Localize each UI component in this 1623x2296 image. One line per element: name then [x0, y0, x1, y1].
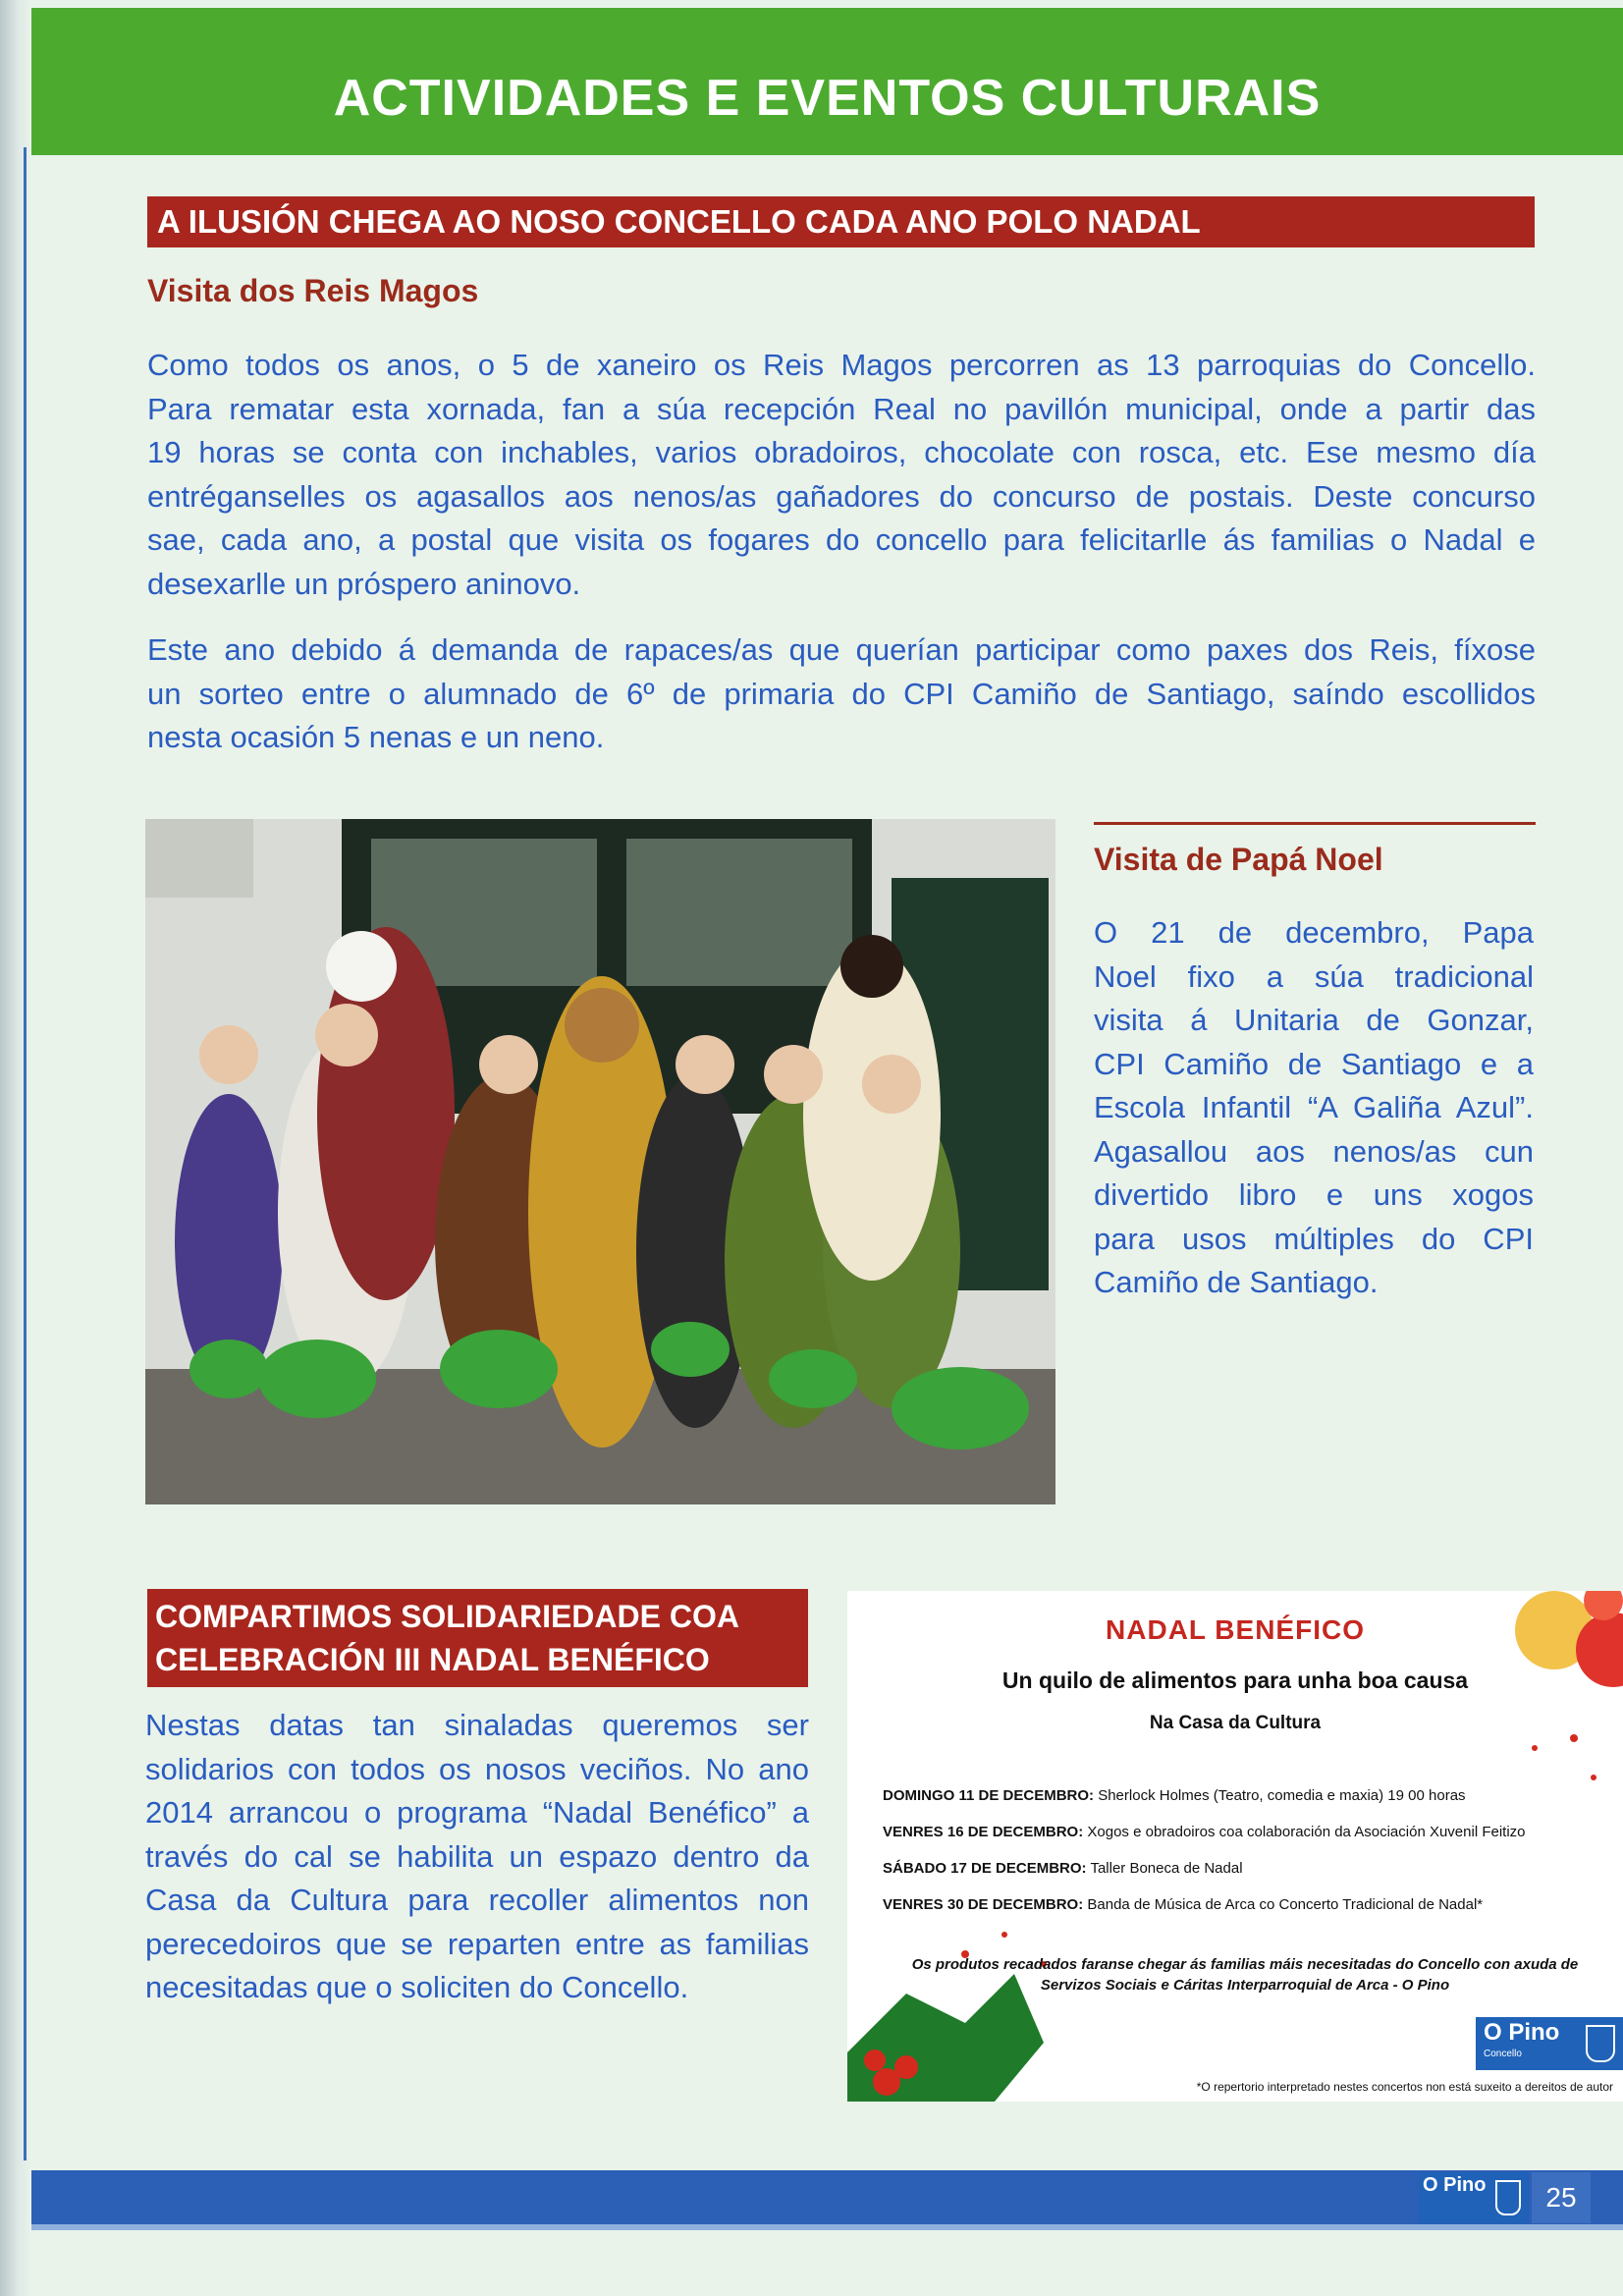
- text-line: Casa da Cultura para recoller alimentos non: [145, 1883, 809, 1917]
- text-line: 2014 arrancou o programa “Nadal Benéfico” a: [145, 1795, 809, 1830]
- paragraph-reis-1: [147, 344, 1536, 606]
- page-spine: [0, 0, 31, 2296]
- photo-reis-magos: [145, 819, 1055, 1504]
- event-date: SÁBADO 17 DE DECEMBRO:: [883, 1860, 1087, 1877]
- text-line: sae, cada ano, a postal que visita os fogares do concello para felicitarlle ás familias o Nadal e: [147, 522, 1536, 557]
- section-heading-solidariedade: [147, 1589, 808, 1687]
- text-line: Noel fixo a súa tradicional: [1094, 958, 1534, 994]
- flyer-venue: Na Casa da Cultura: [1149, 1713, 1322, 1733]
- text-line: entréganselles os agasallos aos nenos/as gañadores do concurso de postais. Deste concurso: [147, 478, 1536, 514]
- text-line: para usos múltiples do CPI: [1094, 1221, 1534, 1256]
- flyer-logo-text: O Pino: [1484, 2019, 1560, 2046]
- text-line: Este ano debido á demanda de rapaces/as que querían participar como paxes dos Reis, fíxose: [147, 632, 1536, 667]
- note-line: Servizos Sociais e Cáritas Interparroquial de Arca - O Pino: [1040, 1977, 1450, 1994]
- footer-logo-text: O Pino: [1423, 2174, 1487, 2196]
- text-line: través do cal se habilita un espazo dentro da: [145, 1838, 809, 1874]
- paragraph-nadal-benefico: [145, 1704, 809, 2010]
- event-date: VENRES 30 DE DECEMBRO:: [883, 1896, 1084, 1913]
- spine-line: [24, 147, 27, 2160]
- text-line: CPI Camiño de Santiago e a: [1094, 1046, 1534, 1081]
- subtitle-reis-magos: Visita dos Reis Magos: [147, 273, 479, 308]
- divider-line: [1094, 822, 1536, 825]
- text-line: Nestas datas tan sinaladas queremos ser: [145, 1708, 809, 1742]
- text-line: Como todos os anos, o 5 de xaneiro os Reis Magos percorren as 13 parroquias do Concello.: [147, 348, 1536, 382]
- flyer-title: NADAL BENÉFICO: [1106, 1614, 1365, 1645]
- text-line: visita á Unitaria de Gonzar,: [1094, 1003, 1534, 1037]
- event-date: DOMINGO 11 DE DECEMBRO:: [883, 1787, 1095, 1804]
- event-date: VENRES 16 DE DECEMBRO:: [883, 1824, 1084, 1840]
- text-line: desexarlle un próspero aninovo.: [147, 566, 581, 601]
- shield-icon: [1586, 2025, 1615, 2062]
- flyer-subtitle: Un quilo de alimentos para unha boa causa: [1001, 1667, 1469, 1693]
- footer-bar: [31, 2170, 1623, 2224]
- flyer-logo-subtext: Concello: [1484, 2049, 1522, 2059]
- text-line: O 21 de decembro, Papa: [1094, 915, 1534, 950]
- nadal-benefico-flyer: [847, 1591, 1623, 2102]
- flyer-event: [883, 1787, 1466, 1804]
- footer-bar-accent: [31, 2224, 1623, 2230]
- subtitle-papa-noel: Visita de Papá Noel: [1094, 842, 1383, 877]
- flyer-footnote: *O repertorio interpretado nestes concertos non está suxeito a dereitos de autor: [1196, 2080, 1613, 2094]
- heading-line: CELEBRACIÓN III NADAL BENÉFICO: [155, 1642, 710, 1677]
- section-heading-ilusion: A ILUSIÓN CHEGA AO NOSO CONCELLO CADA ANO POLO NADAL: [147, 196, 1535, 247]
- event-text: Taller Boneca de Nadal: [1090, 1860, 1243, 1877]
- flyer-note: [887, 1954, 1603, 1995]
- text-line: perecedoiros que se reparten entre as familias: [145, 1926, 809, 1961]
- page-title: ACTIVIDADES E EVENTOS CULTURAIS: [333, 70, 1322, 127]
- paragraph-papa-noel: [1094, 911, 1534, 1305]
- event-text: Xogos e obradoiros coa colaboración da Asociación Xuvenil Feitizo: [1087, 1824, 1526, 1840]
- photo-illustration: [145, 819, 1055, 1504]
- footer-logo: [1419, 2172, 1529, 2223]
- event-text: Banda de Música de Arca co Concerto Tradicional de Nadal*: [1087, 1896, 1484, 1913]
- flyer-event: [883, 1896, 1483, 1913]
- text-line: solidarios con todos os nosos veciños. No ano: [145, 1751, 809, 1786]
- page-number: 25: [1532, 2172, 1591, 2223]
- text-line: nesta ocasión 5 nenas e un neno.: [147, 720, 605, 754]
- flyer-logo: [1476, 2017, 1623, 2070]
- text-line: divertido libro e uns xogos: [1094, 1177, 1534, 1212]
- event-text: Sherlock Holmes (Teatro, comedia e maxia) 19 00 horas: [1098, 1787, 1466, 1804]
- note-line: Os produtos recadados faranse chegar ás familias máis necesitadas do Concello con axuda de: [911, 1956, 1579, 1973]
- flyer-event: [883, 1824, 1526, 1840]
- paragraph-reis-2: [147, 629, 1536, 760]
- shield-icon: [1495, 2180, 1521, 2215]
- heading-line: COMPARTIMOS SOLIDARIEDADE COA: [155, 1599, 739, 1634]
- text-line: 19 horas se conta con inchables, varios obradoiros, chocolate con rosca, etc. Ese mesmo día: [147, 435, 1536, 469]
- text-line: Camiño de Santiago.: [1094, 1265, 1379, 1299]
- text-line: Agasallou aos nenos/as cun: [1094, 1133, 1534, 1169]
- text-line: un sorteo entre o alumnado de 6º de primaria do CPI Camiño de Santiago, saíndo escollidos: [147, 676, 1536, 711]
- flyer-event: [883, 1860, 1243, 1877]
- text-line: Para rematar esta xornada, fan a súa recepción Real no pavillón municipal, onde a partir das: [147, 391, 1536, 426]
- text-line: necesitadas que o soliciten do Concello.: [145, 1970, 689, 2004]
- text-line: Escola Infantil “A Galiña Azul”.: [1094, 1090, 1534, 1124]
